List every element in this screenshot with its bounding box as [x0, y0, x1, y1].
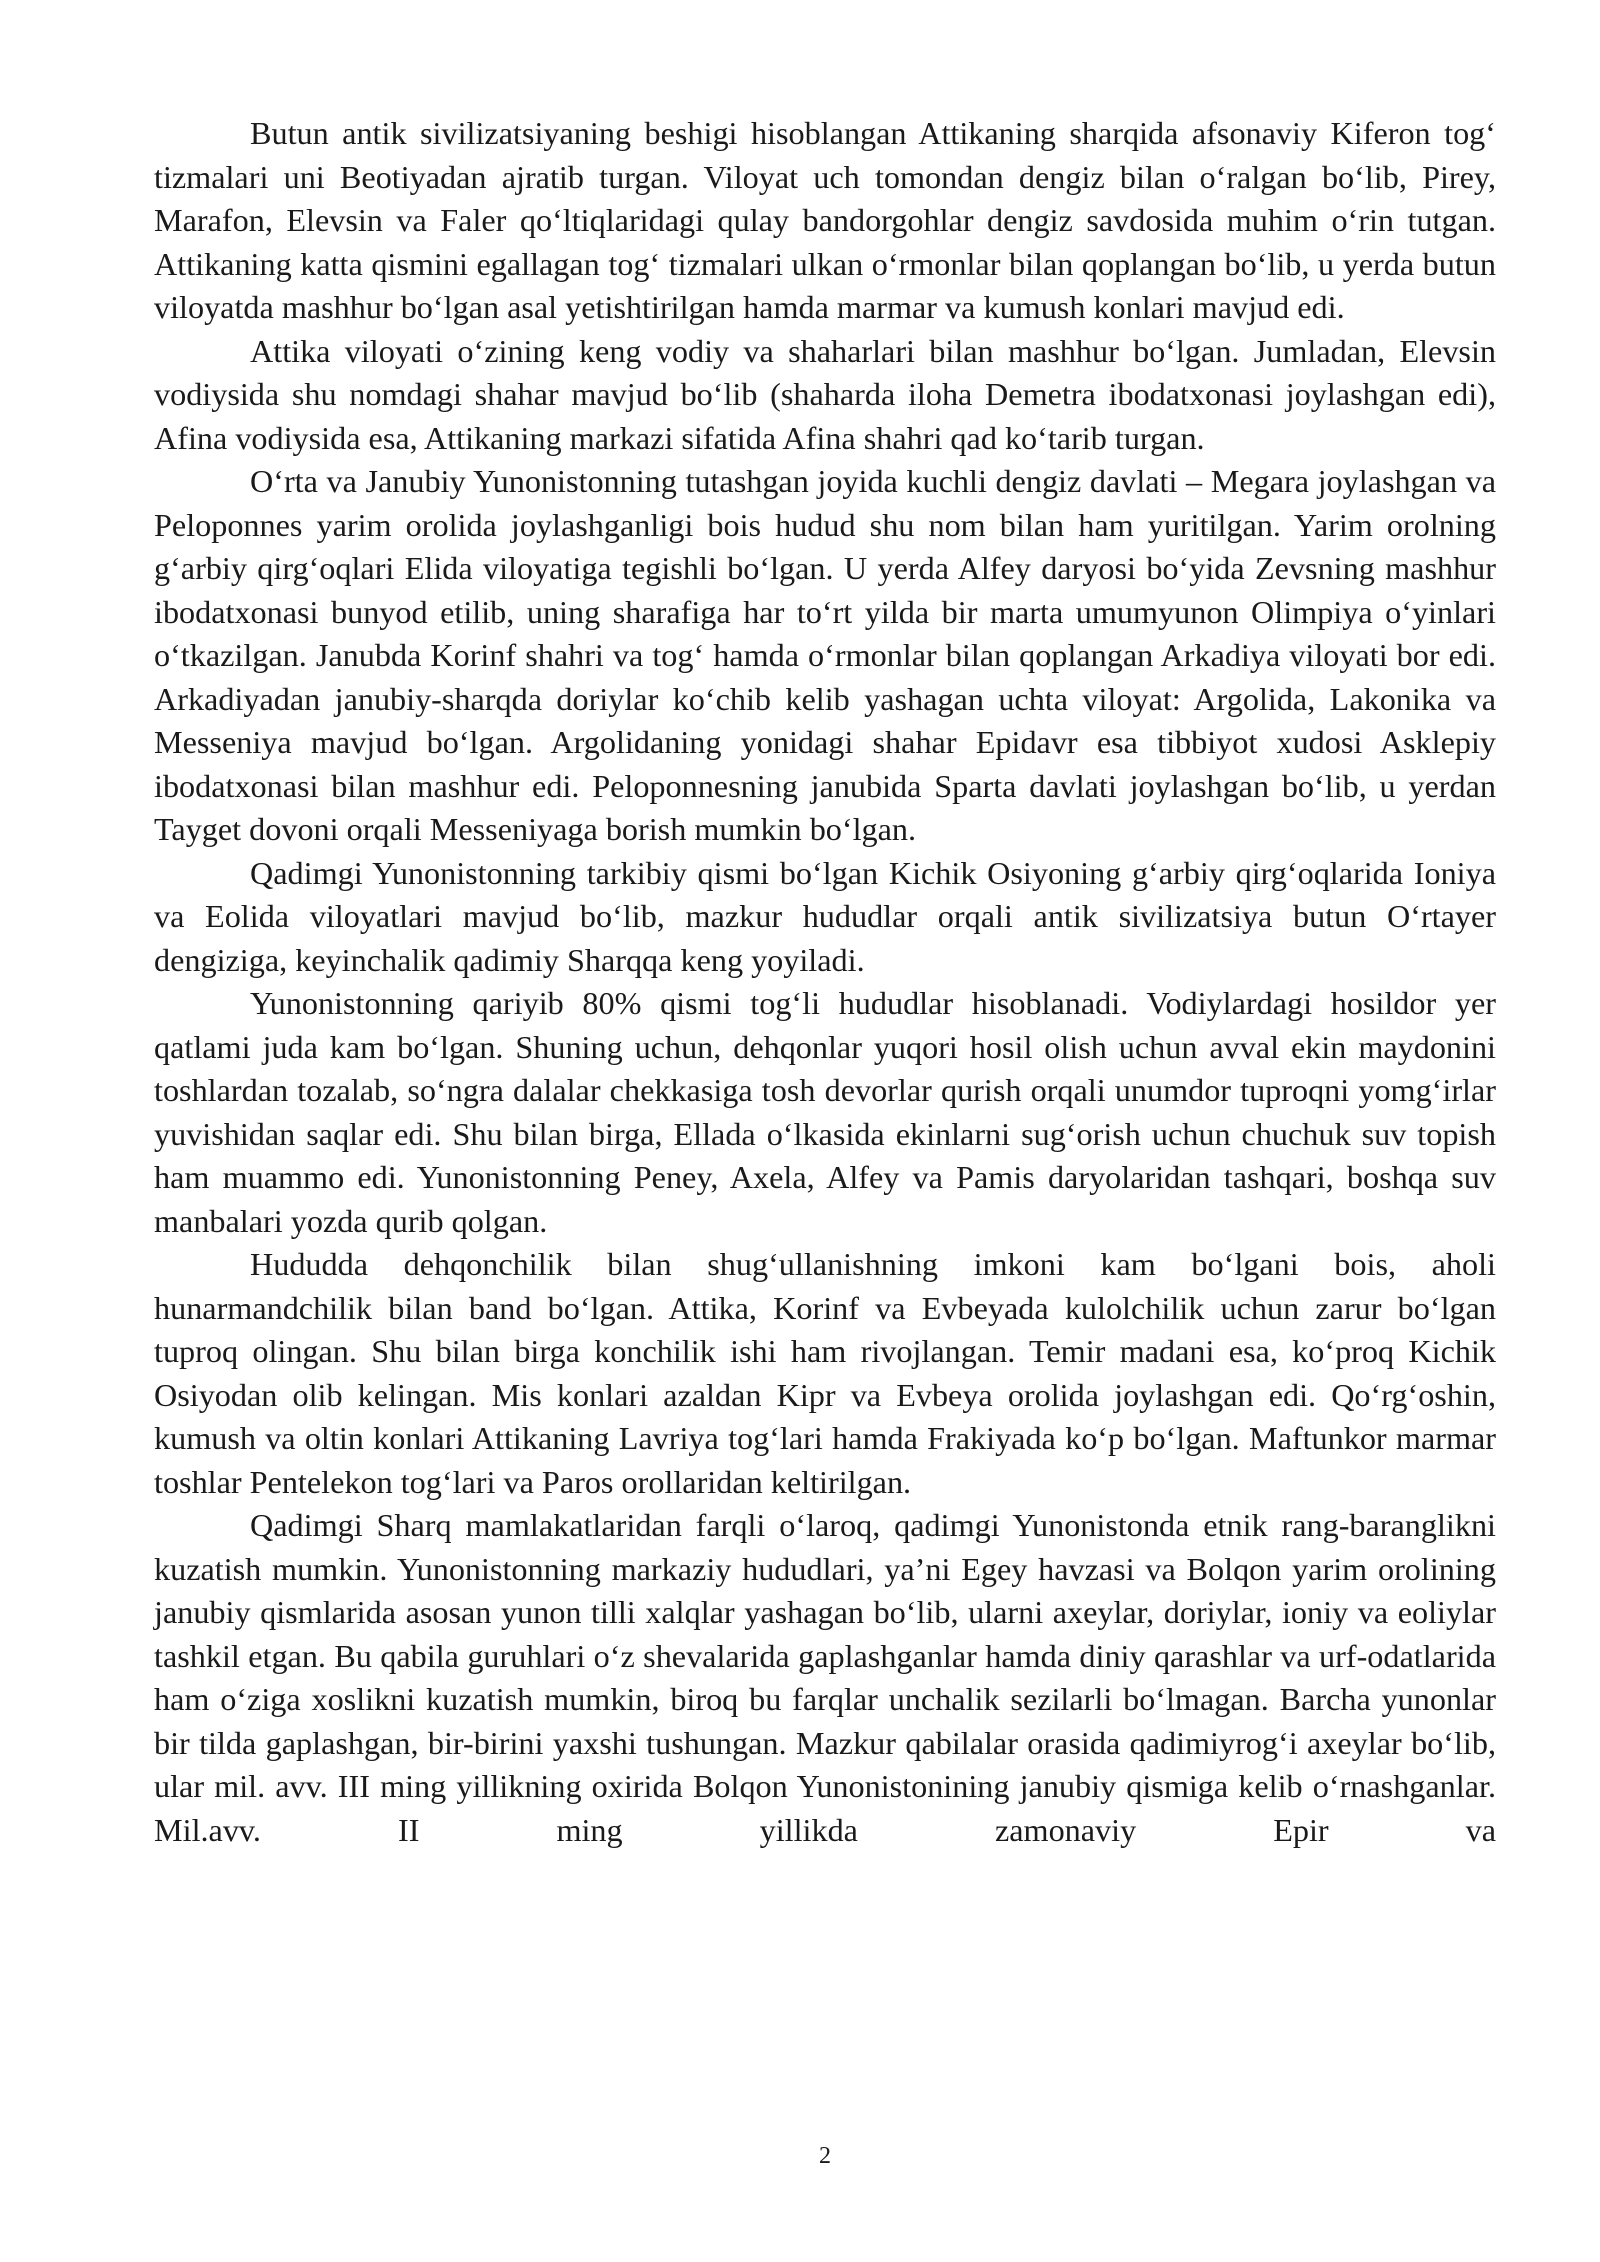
paragraph-peloponnese: O‘rta va Janubiy Yunonistonning tutashgan joyida kuchli dengiz davlati – Megara joylashgan va Peloponnes yarim orolida joylashganligi bois hudud shu nom bilan ham yuritilgan. Yarim orolning g‘arbiy qirg‘oqlari Elida viloyatiga tegishli bo‘lgan. U yerda Alfey daryosi bo‘yida Zevsning mashhur ibodatxonasi bunyod etilib, uning sharafiga har to‘rt yilda bir marta umumyunon Olimpiya o‘yinlari o‘tkazilgan. Janubda Korinf shahri va tog‘ hamda o‘rmonlar bilan qoplangan Arkadiya viloyati bor edi. Arkadiyadan janubiy-sharqda doriylar ko‘chib kelib yashagan uchta viloyat: Argolida, Lakonika va Messeniya mavjud bo‘lgan. Argolidaning yonidagi shahar Epidavr esa tibbiyot xudosi Asklepiy ibodatxonasi bilan mashhur edi. Peloponnesning janubida Sparta davlati joylashgan bo‘lib, u yerdan Tayget dovoni orqali Messeniyaga borish mumkin bo‘lgan.: [154, 463, 1496, 847]
paragraph-asia-minor: Qadimgi Yunonistonning tarkibiy qismi bo‘lgan Kichik Osiyoning g‘arbiy qirg‘oqlarida Ioniya va Eolida viloyatlari mavjud bo‘lib, mazkur hududlar orqali antik sivilizatsiya butun O‘rtayer dengiziga, keyinchalik qadimiy Sharqqa keng yoyiladi.: [154, 854, 1496, 978]
page-number: 2: [819, 2143, 831, 2169]
page-body: [154, 112, 1496, 1852]
paragraph-attika-valleys: Attika viloyati o‘zining keng vodiy va shaharlari bilan mashhur bo‘lgan. Jumladan, Elevsin vodiysida shu nomdagi shahar mavjud bo‘lib (shaharda iloha Demetra ibodatxonasi joylashgan edi), Afina vodiysida esa, Attikaning markazi sifatida Afina shahri qad ko‘tarib turgan.: [154, 332, 1496, 456]
paragraph-ethnic-diversity: Qadimgi Sharq mamlakatlaridan farqli o‘laroq, qadimgi Yunonistonda etnik rang-baranglikni kuzatish mumkin. Yunonistonning markaziy hududlari, ya’ni Egey havzasi va Bolqon yarim orolining janubiy qismlarida asosan yunon tilli xalqlar yashagan bo‘lib, ularni axeylar, doriylar, ioniy va eoliylar tashkil etgan. Bu qabila guruhlari o‘z shevalarida gaplashganlar hamda diniy qarashlar va urf-odatlarida ham o‘ziga xoslikni kuzatish mumkin, biroq bu farqlar unchalik sezilarli bo‘lmagan. Barcha yunonlar bir tilda gaplashgan, bir-birini yaxshi tushungan. Mazkur qabilalar orasida qadimiyrog‘i axeylar bo‘lib, ular mil. avv. III ming yillikning oxirida Bolqon Yunonistonining janubiy qismiga kelib o‘rnashganlar. Mil.avv. II ming yillikda zamonaviy Epir va: [154, 1507, 1496, 1848]
paragraph-crafts: Hududda dehqonchilik bilan shug‘ullanishning imkoni kam bo‘lgani bois, aholi hunarmandchilik bilan band bo‘lgan. Attika, Korinf va Evbeyada kulolchilik uchun zarur bo‘lgan tuproq olingan. Shu bilan birga konchilik ishi ham rivojlangan. Temir madani esa, ko‘proq Kichik Osiyodan olib kelingan. Mis konlari azaldan Kipr va Evbeya orolida joylashgan edi. Qo‘rg‘oshin, kumush va oltin konlari Attikaning Lavriya tog‘lari hamda Frakiyada ko‘p bo‘lgan. Maftunkor marmar toshlar Pentelekon tog‘lari va Paros orollaridan keltirilgan.: [154, 1246, 1496, 1500]
paragraph-agriculture: Yunonistonning qariyib 80% qismi tog‘li hududlar hisoblanadi. Vodiylardagi hosildor yer qatlami juda kam bo‘lgan. Shuning uchun, dehqonlar yuqori hosil olish uchun avval ekin maydonini toshlardan tozalab, so‘ngra dalalar chekkasiga tosh devorlar qurish orqali unumdor tuproqni yomg‘irlar yuvishidan saqlar edi. Shu bilan birga, Ellada o‘lkasida ekinlarni sug‘orish uchun chuchuk suv topish ham muammo edi. Yunonistonning Peney, Axela, Alfey va Pamis daryolaridan tashqari, boshqa suv manbalari yozda qurib qolgan.: [154, 985, 1496, 1239]
paragraph-attika-geography: Butun antik sivilizatsiyaning beshigi hisoblangan Attikaning sharqida afsonaviy Kiferon tog‘ tizmalari uni Beotiyadan ajratib turgan. Viloyat uch tomondan dengiz bilan o‘ralgan bo‘lib, Pirey, Marafon, Elevsin va Faler qo‘ltiqlaridagi qulay bandorgohlar dengiz savdosida muhim o‘rin tutgan. Attikaning katta qismini egallagan tog‘ tizmalari ulkan o‘rmonlar bilan qoplangan bo‘lib, u yerda butun viloyatda mashhur bo‘lgan asal yetishtirilgan hamda marmar va kumush konlari mavjud edi.: [154, 115, 1496, 325]
